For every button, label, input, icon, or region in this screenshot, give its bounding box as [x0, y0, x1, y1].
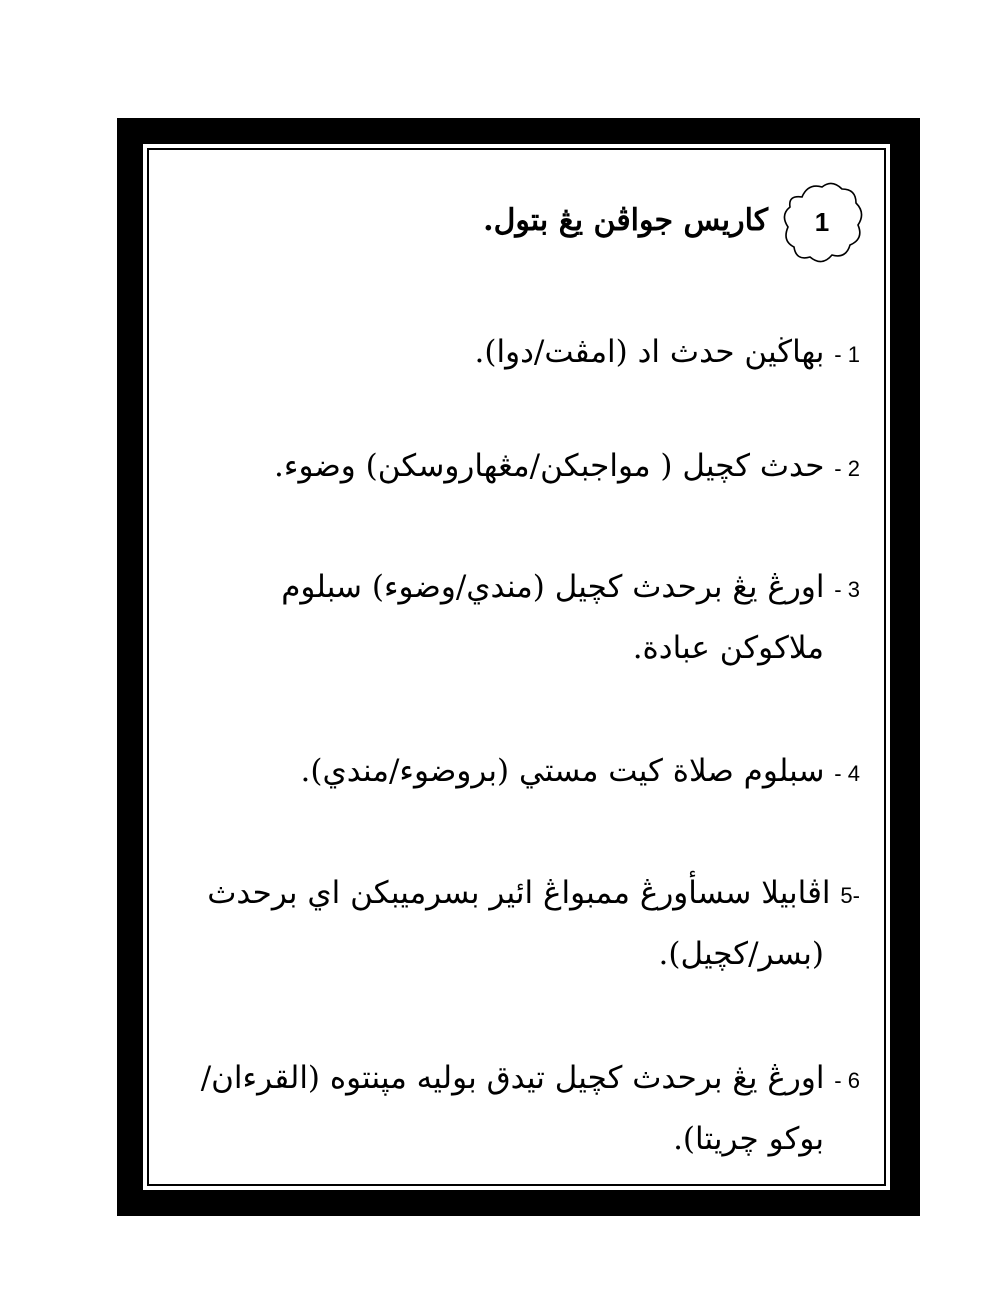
question-text: حدث کچيل ( مواجبکن/مڠهاروسکن) وضوء. — [274, 448, 825, 484]
question-line — [201, 1049, 860, 1110]
question-line — [475, 323, 860, 384]
question-number: 1 - — [834, 342, 860, 367]
question-4 — [301, 742, 860, 803]
question-line — [274, 437, 860, 498]
question-number: 6 - — [834, 1068, 860, 1093]
question-5 — [207, 864, 860, 983]
question-text: بهاڬين حدث اد (امڤت/دوا). — [474, 334, 825, 370]
question-number: 4 - — [834, 761, 860, 786]
question-text: سبلوم صلاة کيت مستي (بروضوء/مندي). — [300, 753, 825, 789]
question-line — [281, 558, 860, 619]
question-text: اورڠ يڠ برحدث کچيل (مندي/وضوء) سبلوم — [281, 569, 825, 605]
question-text: اورڠ يڠ برحدث کچيل تيدق بوليه مپنتوه (القرءان/ — [200, 1060, 825, 1096]
question-6 — [201, 1049, 860, 1168]
question-number: 2 - — [834, 456, 860, 481]
question-text-continued: بوکو چريتا). — [673, 1121, 824, 1157]
question-1 — [475, 323, 860, 384]
worksheet-title: کاريس جواڤن يڠ بتول. — [483, 203, 768, 238]
question-text: اڤابيلا سسأورڠ ممبواڠ ائير بسرميبکن اي برحدث — [207, 875, 831, 911]
question-line — [301, 742, 860, 803]
worksheet-number: 1 — [814, 207, 830, 237]
question-3 — [281, 558, 860, 677]
question-number: 3 - — [834, 577, 860, 602]
question-2 — [274, 437, 860, 498]
question-number: -5 — [840, 883, 860, 908]
question-line — [207, 864, 860, 925]
question-text-continued: (بسر/کچيل). — [658, 936, 824, 972]
cloud-number-badge — [780, 177, 864, 267]
question-text-continued: ملاکوکن عبادة. — [632, 630, 824, 666]
